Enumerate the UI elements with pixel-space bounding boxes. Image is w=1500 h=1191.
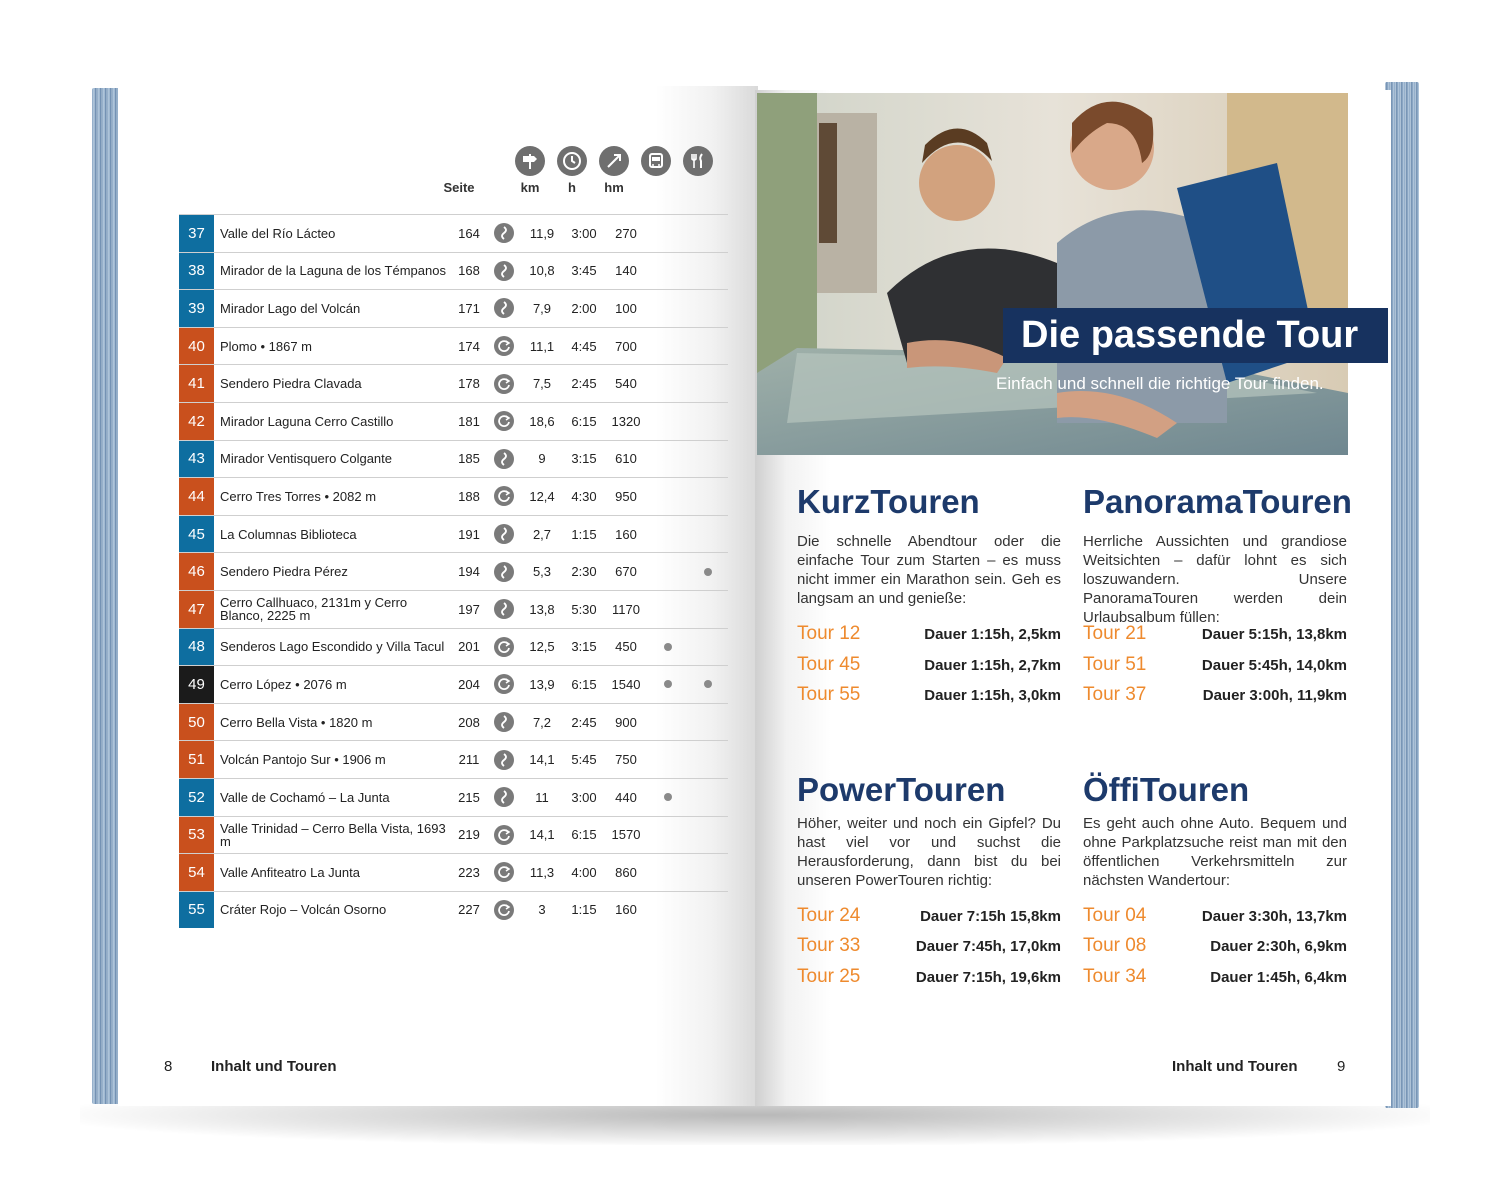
tour-name: Valle de Cochamó – La Junta xyxy=(220,789,390,805)
tour-name: La Columnas Biblioteca xyxy=(220,526,357,542)
food-cell xyxy=(699,892,717,929)
loop-route-icon xyxy=(494,336,514,356)
tour-name: Cerro Tres Torres • 2082 m xyxy=(220,488,377,504)
tour-km: 7,9 xyxy=(532,300,552,316)
food-cell xyxy=(699,741,717,778)
tour-page: 211 xyxy=(458,752,480,768)
tour-ascent: 750 xyxy=(615,752,637,768)
table-row[interactable] xyxy=(179,778,728,816)
food-cell xyxy=(699,290,717,327)
page-title: Die passende Tour xyxy=(1003,308,1388,363)
tour-detail: Dauer 3:30h, 13,7km xyxy=(1201,908,1347,925)
table-row[interactable] xyxy=(179,364,728,402)
tour-hours: 1:15 xyxy=(571,526,597,542)
tour-km: 10,8 xyxy=(529,263,555,279)
clock-icon xyxy=(557,146,587,176)
table-row[interactable] xyxy=(179,252,728,290)
bus-cell xyxy=(659,365,677,402)
tour-name: Mirador de la Laguna de los Témpanos xyxy=(220,263,446,279)
tour-ascent: 140 xyxy=(615,263,637,279)
tour-page: 201 xyxy=(458,639,480,655)
tour-ascent: 100 xyxy=(615,300,637,316)
tour-link[interactable]: Tour 25 xyxy=(797,966,861,987)
tour-link[interactable]: Tour 37 xyxy=(1083,684,1147,705)
tour-ascent: 1170 xyxy=(612,601,640,617)
header-km: km xyxy=(520,180,540,195)
tour-km: 12,4 xyxy=(529,488,555,504)
tour-page: 204 xyxy=(458,676,480,692)
tour-table xyxy=(179,214,728,928)
tour-page: 227 xyxy=(458,902,480,918)
tour-line[interactable] xyxy=(797,684,1061,708)
hikers-photo-illustration xyxy=(757,93,1348,455)
bus-available-dot xyxy=(664,793,672,801)
tour-line[interactable] xyxy=(1083,654,1347,678)
tour-type xyxy=(491,629,517,666)
tour-hours: 2:30 xyxy=(571,564,597,580)
food-cell xyxy=(699,328,717,365)
food-available-dot xyxy=(704,680,712,688)
tour-type xyxy=(491,591,517,628)
tour-ascent: 1540 xyxy=(611,676,641,692)
tour-line[interactable] xyxy=(1083,966,1347,990)
bus-cell xyxy=(659,516,677,553)
tour-page: 168 xyxy=(458,263,480,279)
table-row[interactable] xyxy=(179,628,728,666)
tour-number: 46 xyxy=(179,553,214,590)
food-cell xyxy=(699,704,717,741)
linear-route-icon xyxy=(494,562,514,582)
bus-available-dot xyxy=(664,680,672,688)
tour-ascent: 160 xyxy=(615,526,637,542)
running-title-right: Inhalt und Touren xyxy=(1172,1058,1298,1075)
tour-link[interactable]: Tour 24 xyxy=(797,905,861,926)
tour-hours: 6:15 xyxy=(571,413,597,429)
bus-cell xyxy=(659,553,677,590)
header-hm: hm xyxy=(604,180,624,195)
tour-name: Cráter Rojo – Volcán Osorno xyxy=(220,902,387,918)
table-row[interactable] xyxy=(179,402,728,440)
tour-name: Sendero Piedra Clavada xyxy=(220,376,362,392)
tour-name: Mirador Ventisquero Colgante xyxy=(220,451,392,467)
tour-page: 219 xyxy=(458,827,480,843)
table-row[interactable] xyxy=(179,440,728,478)
tour-type xyxy=(491,817,517,854)
tour-link[interactable]: Tour 08 xyxy=(1083,935,1147,956)
loop-route-icon xyxy=(494,825,514,845)
tour-type xyxy=(491,215,517,252)
tour-ascent: 900 xyxy=(615,714,637,730)
linear-route-icon xyxy=(494,223,514,243)
tour-link[interactable]: Tour 55 xyxy=(797,684,861,705)
table-row[interactable] xyxy=(179,891,728,929)
loop-route-icon xyxy=(494,862,514,882)
tour-number: 43 xyxy=(179,441,214,478)
bus-icon xyxy=(641,146,671,176)
tour-hours: 4:45 xyxy=(571,338,597,354)
food-cell xyxy=(699,779,717,816)
tour-page: 223 xyxy=(458,864,480,880)
loop-route-icon xyxy=(494,637,514,657)
tour-detail: Dauer 7:45h, 17,0km xyxy=(915,938,1061,955)
bus-cell xyxy=(659,854,677,891)
tour-name: Valle Anfiteatro La Junta xyxy=(220,864,360,880)
tour-km: 11,1 xyxy=(529,338,555,354)
tour-page: 185 xyxy=(458,451,480,467)
tour-km: 14,1 xyxy=(529,752,555,768)
tour-line[interactable] xyxy=(797,935,1061,959)
tour-hours: 6:15 xyxy=(571,676,597,692)
section-title-power: PowerTouren xyxy=(797,771,1006,808)
tour-number: 39 xyxy=(179,290,214,327)
tour-type xyxy=(491,516,517,553)
tour-km: 14,1 xyxy=(529,827,555,843)
tour-hours: 3:00 xyxy=(571,225,597,241)
tour-km: 11 xyxy=(535,789,549,805)
tour-detail: Dauer 7:15h, 19,6km xyxy=(915,969,1061,986)
bus-cell xyxy=(659,441,677,478)
tour-detail: Dauer 1:15h, 2,7km xyxy=(924,657,1061,674)
tour-ascent: 670 xyxy=(615,564,637,580)
tour-type xyxy=(491,403,517,440)
linear-route-icon xyxy=(494,298,514,318)
tour-name: Mirador Lago del Volcán xyxy=(220,300,361,316)
page-number-left: 8 xyxy=(164,1058,173,1075)
tour-type xyxy=(491,666,517,703)
tour-type xyxy=(491,328,517,365)
tour-hours: 4:00 xyxy=(571,864,597,880)
tour-type xyxy=(491,892,517,929)
linear-route-icon xyxy=(494,712,514,732)
tour-hours: 5:30 xyxy=(571,601,597,617)
food-cell xyxy=(699,478,717,515)
tour-hours: 1:15 xyxy=(571,902,597,918)
tour-page: 181 xyxy=(458,413,480,429)
restaurant-icon xyxy=(683,146,713,176)
tour-ascent: 1570 xyxy=(611,827,641,843)
bus-cell xyxy=(659,290,677,327)
ascent-icon xyxy=(599,146,629,176)
tour-link[interactable]: Tour 12 xyxy=(797,623,861,644)
tour-ascent: 700 xyxy=(615,338,637,354)
tour-name: Mirador Laguna Cerro Castillo xyxy=(220,413,394,429)
table-row[interactable] xyxy=(179,552,728,590)
section-text-power: Höher, weiter und noch ein Gipfel? Du hast viel vor und suchst die Herausforderung, dann bist du bei unseren PowerTouren richtig: xyxy=(797,815,1061,889)
tour-number: 42 xyxy=(179,403,214,440)
tour-hours: 3:00 xyxy=(571,789,597,805)
tour-line[interactable] xyxy=(797,623,1061,647)
tour-detail: Dauer 1:15h, 2,5km xyxy=(924,626,1061,643)
tour-hours: 6:15 xyxy=(571,827,597,843)
tour-type xyxy=(491,854,517,891)
tour-ascent: 860 xyxy=(615,864,637,880)
food-cell xyxy=(699,854,717,891)
linear-route-icon xyxy=(494,449,514,469)
tour-hours: 5:45 xyxy=(571,752,597,768)
table-row[interactable] xyxy=(179,665,728,703)
section-text-panorama: Herrliche Aussichten und grandiose Weitsichten – dafür lohnt es sich loszuwandern. Unsere PanoramaTouren werden dein Urlaubsalbum füllen: xyxy=(1083,533,1347,626)
linear-route-icon xyxy=(494,599,514,619)
table-row[interactable] xyxy=(179,703,728,741)
tour-line[interactable] xyxy=(797,905,1061,929)
bus-cell xyxy=(659,741,677,778)
table-row[interactable] xyxy=(179,515,728,553)
tour-page: 174 xyxy=(458,338,480,354)
bus-cell xyxy=(659,666,677,703)
tour-line[interactable] xyxy=(1083,684,1347,708)
bus-cell xyxy=(659,591,677,628)
tour-number: 45 xyxy=(179,516,214,553)
tour-ascent: 450 xyxy=(615,639,637,655)
food-cell xyxy=(699,516,717,553)
tour-hours: 2:45 xyxy=(571,714,597,730)
tour-hours: 3:15 xyxy=(571,451,597,467)
tour-line[interactable] xyxy=(797,966,1061,990)
signpost-icon xyxy=(515,146,545,176)
tour-page: 188 xyxy=(458,488,480,504)
page-subtitle: Einfach und schnell die richtige Tour finden. xyxy=(996,374,1324,393)
bus-cell xyxy=(659,704,677,741)
tour-km: 5,3 xyxy=(532,564,552,580)
tour-number: 41 xyxy=(179,365,214,402)
tour-km: 2,7 xyxy=(532,526,552,542)
loop-route-icon xyxy=(494,486,514,506)
bus-cell xyxy=(659,215,677,252)
linear-route-icon xyxy=(494,524,514,544)
tour-km: 13,9 xyxy=(529,676,555,692)
tour-km: 11,3 xyxy=(529,864,555,880)
food-cell xyxy=(699,553,717,590)
section-text-kurz: Die schnelle Abendtour oder die einfache Tour zum Starten – es muss nicht immer ein Marathon sein. Geh es langsam an und genieße: xyxy=(797,533,1061,607)
section-text-oeffi: Es geht auch ohne Auto. Bequem und ohne Parkplatzsuche reist man mit den öffentlichen Verkehrsmitteln zur nächsten Wandertour: xyxy=(1083,815,1347,889)
tour-page: 208 xyxy=(458,714,480,730)
tour-type xyxy=(491,290,517,327)
tour-name: Senderos Lago Escondido y Villa Tacul xyxy=(220,639,445,655)
tour-name: Plomo • 1867 m xyxy=(220,338,312,354)
tour-number: 47 xyxy=(179,591,214,628)
tour-link[interactable]: Tour 51 xyxy=(1083,654,1147,675)
tour-detail: Dauer 5:45h, 14,0km xyxy=(1201,657,1347,674)
running-title-left: Inhalt und Touren xyxy=(211,1058,337,1075)
loop-route-icon xyxy=(494,374,514,394)
bus-cell xyxy=(659,328,677,365)
tour-type xyxy=(491,741,517,778)
tour-number: 50 xyxy=(179,704,214,741)
tour-ascent: 950 xyxy=(615,488,637,504)
tour-detail: Dauer 1:45h, 6,4km xyxy=(1210,969,1347,986)
linear-route-icon xyxy=(494,787,514,807)
food-cell xyxy=(699,403,717,440)
tour-type xyxy=(491,478,517,515)
tour-number: 51 xyxy=(179,741,214,778)
tour-type xyxy=(491,253,517,290)
tour-name: Cerro Bella Vista • 1820 m xyxy=(220,714,373,730)
tour-line[interactable] xyxy=(1083,935,1347,959)
bus-cell xyxy=(659,478,677,515)
tour-name: Volcán Pantojo Sur • 1906 m xyxy=(220,752,386,768)
table-row[interactable] xyxy=(179,327,728,365)
bus-cell xyxy=(659,253,677,290)
tour-line[interactable] xyxy=(1083,905,1347,929)
tour-page: 178 xyxy=(458,376,480,392)
tour-number: 55 xyxy=(179,892,214,929)
tour-name: Valle del Río Lácteo xyxy=(220,225,336,241)
page-number-right: 9 xyxy=(1337,1058,1346,1075)
tour-link[interactable]: Tour 21 xyxy=(1083,623,1147,644)
bus-cell xyxy=(659,779,677,816)
tour-name: Valle Trinidad – Cerro Bella Vista, 1693 m xyxy=(220,820,446,849)
header-seite: Seite xyxy=(443,180,475,195)
tour-name: Cerro López • 2076 m xyxy=(220,676,347,692)
food-available-dot xyxy=(704,568,712,576)
tour-ascent: 440 xyxy=(615,789,637,805)
table-row[interactable] xyxy=(179,590,728,628)
bus-cell xyxy=(659,892,677,929)
tour-link[interactable]: Tour 33 xyxy=(797,935,861,956)
tour-km: 3 xyxy=(538,902,546,918)
table-row[interactable] xyxy=(179,816,728,854)
tour-page: 197 xyxy=(458,601,480,617)
tour-type xyxy=(491,365,517,402)
loop-route-icon xyxy=(494,411,514,431)
tour-km: 7,5 xyxy=(532,376,552,392)
tour-line[interactable] xyxy=(1083,623,1347,647)
loop-route-icon xyxy=(494,674,514,694)
food-cell xyxy=(699,629,717,666)
section-title-oeffi: ÖffiTouren xyxy=(1083,771,1250,808)
tour-number: 53 xyxy=(179,817,214,854)
tour-name: Sendero Piedra Pérez xyxy=(220,564,348,580)
tour-detail: Dauer 2:30h, 6,9km xyxy=(1210,938,1347,955)
tour-detail: Dauer 1:15h, 3,0km xyxy=(924,687,1061,704)
linear-route-icon xyxy=(494,750,514,770)
tour-number: 52 xyxy=(179,779,214,816)
tour-km: 13,8 xyxy=(529,601,555,617)
tour-hours: 2:45 xyxy=(571,376,597,392)
tour-detail: Dauer 3:00h, 11,9km xyxy=(1202,687,1347,704)
tour-km: 11,9 xyxy=(529,225,555,241)
table-row[interactable] xyxy=(179,289,728,327)
table-row[interactable] xyxy=(179,214,728,252)
loop-route-icon xyxy=(494,900,514,920)
tour-page: 194 xyxy=(458,564,480,580)
tour-km: 7,2 xyxy=(532,714,552,730)
table-row[interactable] xyxy=(179,477,728,515)
tour-page: 164 xyxy=(458,225,480,241)
tour-ascent: 1320 xyxy=(611,413,641,429)
tour-km: 9 xyxy=(538,451,546,467)
tour-page: 171 xyxy=(458,300,480,316)
food-cell xyxy=(699,215,717,252)
tour-link[interactable]: Tour 45 xyxy=(797,654,861,675)
tour-type xyxy=(491,553,517,590)
linear-route-icon xyxy=(494,261,514,281)
food-cell xyxy=(699,365,717,402)
table-row[interactable] xyxy=(179,853,728,891)
tour-line[interactable] xyxy=(797,654,1061,678)
table-row[interactable] xyxy=(179,740,728,778)
tour-km: 18,6 xyxy=(529,413,555,429)
tour-type xyxy=(491,704,517,741)
tour-type xyxy=(491,441,517,478)
tour-hours: 4:30 xyxy=(571,488,597,504)
tour-ascent: 610 xyxy=(615,451,637,467)
food-cell xyxy=(699,253,717,290)
tour-name: Cerro Callhuaco, 2131m y Cerro Blanco, 2225 m xyxy=(220,595,408,624)
tour-link[interactable]: Tour 04 xyxy=(1083,905,1147,926)
section-title-kurz: KurzTouren xyxy=(797,483,980,520)
tour-page: 191 xyxy=(458,526,480,542)
tour-hours: 3:45 xyxy=(571,263,597,279)
tour-ascent: 270 xyxy=(615,225,637,241)
tour-type xyxy=(491,779,517,816)
bus-cell xyxy=(659,629,677,666)
tour-km: 12,5 xyxy=(529,639,555,655)
section-title-panorama: PanoramaTouren xyxy=(1083,483,1352,520)
tour-number: 54 xyxy=(179,854,214,891)
tour-ascent: 160 xyxy=(615,902,637,918)
tour-number: 44 xyxy=(179,478,214,515)
tour-number: 40 xyxy=(179,328,214,365)
bus-cell xyxy=(659,403,677,440)
food-cell xyxy=(699,666,717,703)
tour-number: 37 xyxy=(179,215,214,252)
tour-ascent: 540 xyxy=(615,376,637,392)
tour-link[interactable]: Tour 34 xyxy=(1083,966,1147,987)
hikers-photo xyxy=(757,93,1348,455)
tour-hours: 2:00 xyxy=(571,300,597,316)
tour-detail: Dauer 7:15h 15,8km xyxy=(920,908,1061,925)
tour-number: 48 xyxy=(179,629,214,666)
tour-hours: 3:15 xyxy=(571,639,597,655)
tour-detail: Dauer 5:15h, 13,8km xyxy=(1201,626,1347,643)
food-cell xyxy=(699,441,717,478)
food-cell xyxy=(699,591,717,628)
bus-available-dot xyxy=(664,643,672,651)
food-cell xyxy=(699,817,717,854)
tour-number: 49 xyxy=(179,666,214,703)
bus-cell xyxy=(659,817,677,854)
tour-number: 38 xyxy=(179,253,214,290)
tour-page: 215 xyxy=(458,789,480,805)
header-h: h xyxy=(568,180,576,195)
